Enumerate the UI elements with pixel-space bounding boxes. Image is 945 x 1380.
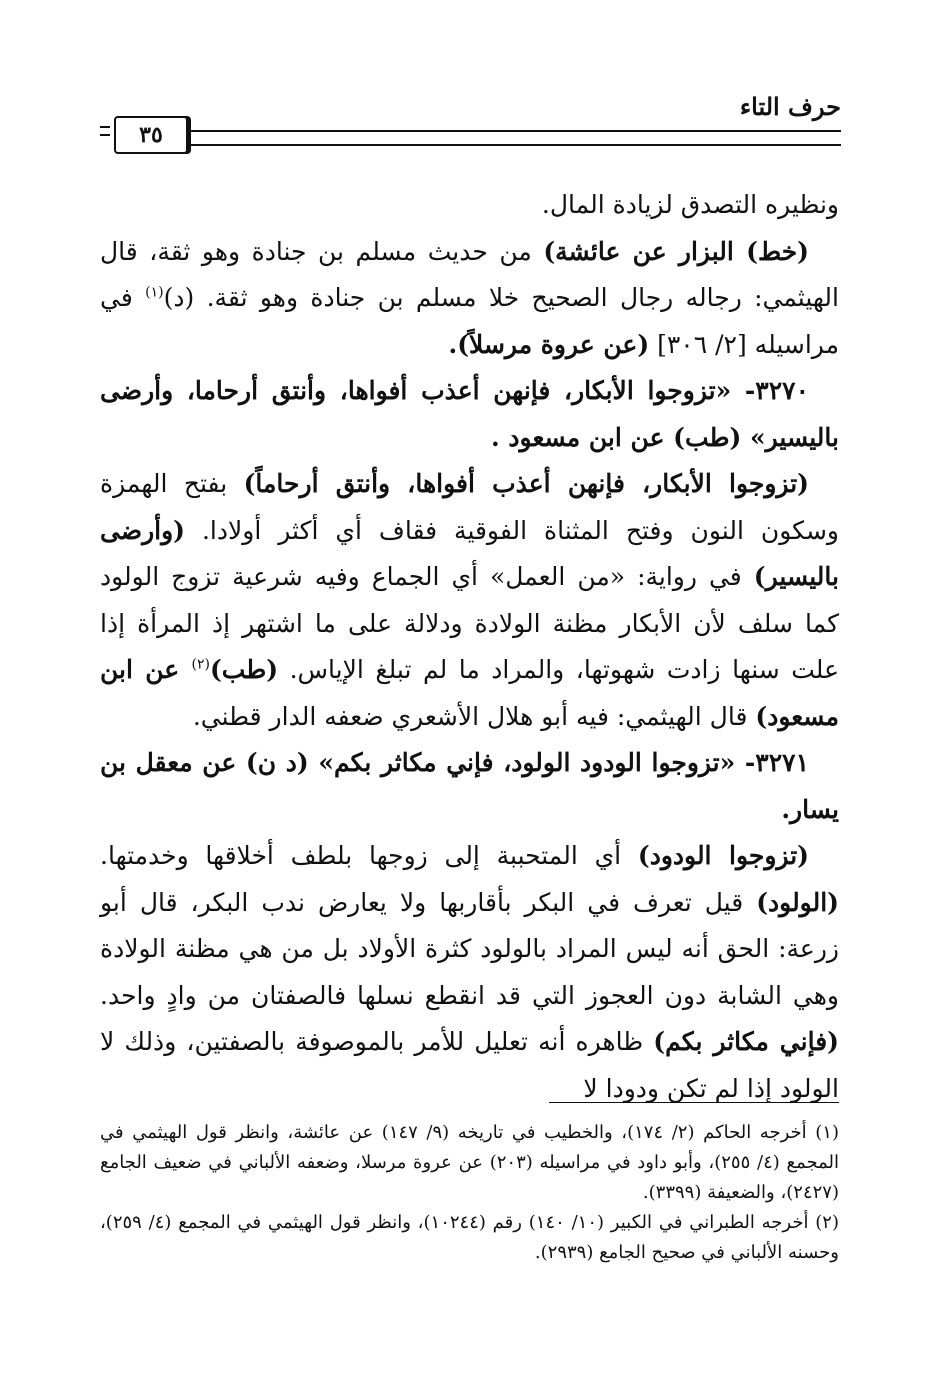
paragraph: (خط) البزار عن عائشة) من حديث مسلم بن جنادة وهو ثقة، قال الهيثمي: رجاله رجال الصحيح خلا مسلم بن جنادة وهو ثقة. (د)$^{(١)}$ في مراسيله [٢/ ٣٠٦] (عن عروة مرسلاً). [100,236,839,359]
page-header [100,92,841,162]
chapter-title: حرف التاء [739,92,841,121]
header-rule-end [100,126,110,136]
footnote-number: (١) [815,1122,839,1143]
hadith-entry: ٣٢٧٠- «تزوجوا الأبكار، فإنهن أعذب أفواها، وأنتق أرحاما، وأرضى باليسير» (طب) عن ابن مسعود . [100,376,839,452]
footnote-ref[interactable]: (٢) [191,656,210,673]
footnote-number: (٢) [815,1212,839,1233]
main-text [100,182,839,1112]
paragraph: (تزوجوا الأبكار، فإنهن أعذب أفواها، وأنتق أرحاماً) بفتح الهمزة وسكون النون وفتح المثناة الفوقية فقاف أي أكثر أولادا. (وأرضى باليسير) في رواية: «من العمل» أي الجماع وفيه شرعية تزوج الولود كما سلف لأن الأبكار مظنة الولادة ودلالة على ما اشتهر إذ المرأة إذا علت سنها زادت شهوتها، والمراد ما لم تبلغ الإياس. (طب)$^{(٢)}$ عن ابن مسعود) قال الهيثمي: فيه أبو هلال الأشعري ضعفه الدار قطني. [100,469,840,731]
hadith-entry: ٣٢٧١- «تزوجوا الودود الولود، فإني مكاثر بكم» (د ن) عن معقل بن يسار. [100,748,839,824]
footnote-separator [549,1102,839,1103]
paragraph: (تزوجوا الودود) أي المتحببة إلى زوجها بلطف أخلاقها وخدمتها. (الولود) قيل تعرف في البكر بأقاربها ولا يعارض ندب البكر، قال أبو زرعة: الحق أنه ليس المراد بالولود كثرة الأولاد بل من هي مظنة الولادة وهي الشابة دون العجوز التي قد انقطع نسلها فالصفتان من وادٍ واحد. (فإني مكاثر بكم) ظاهره أنه تعليل للأمر بالموصوفة بالصفتين، وذلك لا الولود إذا لم تكن ودودا لا [100,841,839,1103]
page-number: ٣٥ [114,116,188,154]
footnotes [100,1118,839,1268]
footnote-ref[interactable]: (١) [145,284,164,301]
paragraph: ونظيره التصدق لزيادة المال. [541,190,839,219]
header-double-rule [188,130,841,146]
footnote: (١) أخرجه الحاكم (٢/ ١٧٤)، والخطيب في تاريخه (٩/ ١٤٧) عن عائشة، وانظر قول الهيثمي في المجمع (٤/ ٢٥٥)، وأبو داود في مراسيله (٢٠٣) عن عروة مرسلا، وضعفه الألباني في ضعيف الجامع (٢٤٢٧)، والضعيفة (٣٣٩٩). [100,1122,839,1203]
footnote: (٢) أخرجه الطبراني في الكبير (١٠/ ١٤٠) رقم (١٠٢٤٤)، وانظر قول الهيثمي في المجمع (٤/ ٢٥٩)، وحسنه الألباني في صحيح الجامع (٢٩٣٩). [100,1212,839,1263]
